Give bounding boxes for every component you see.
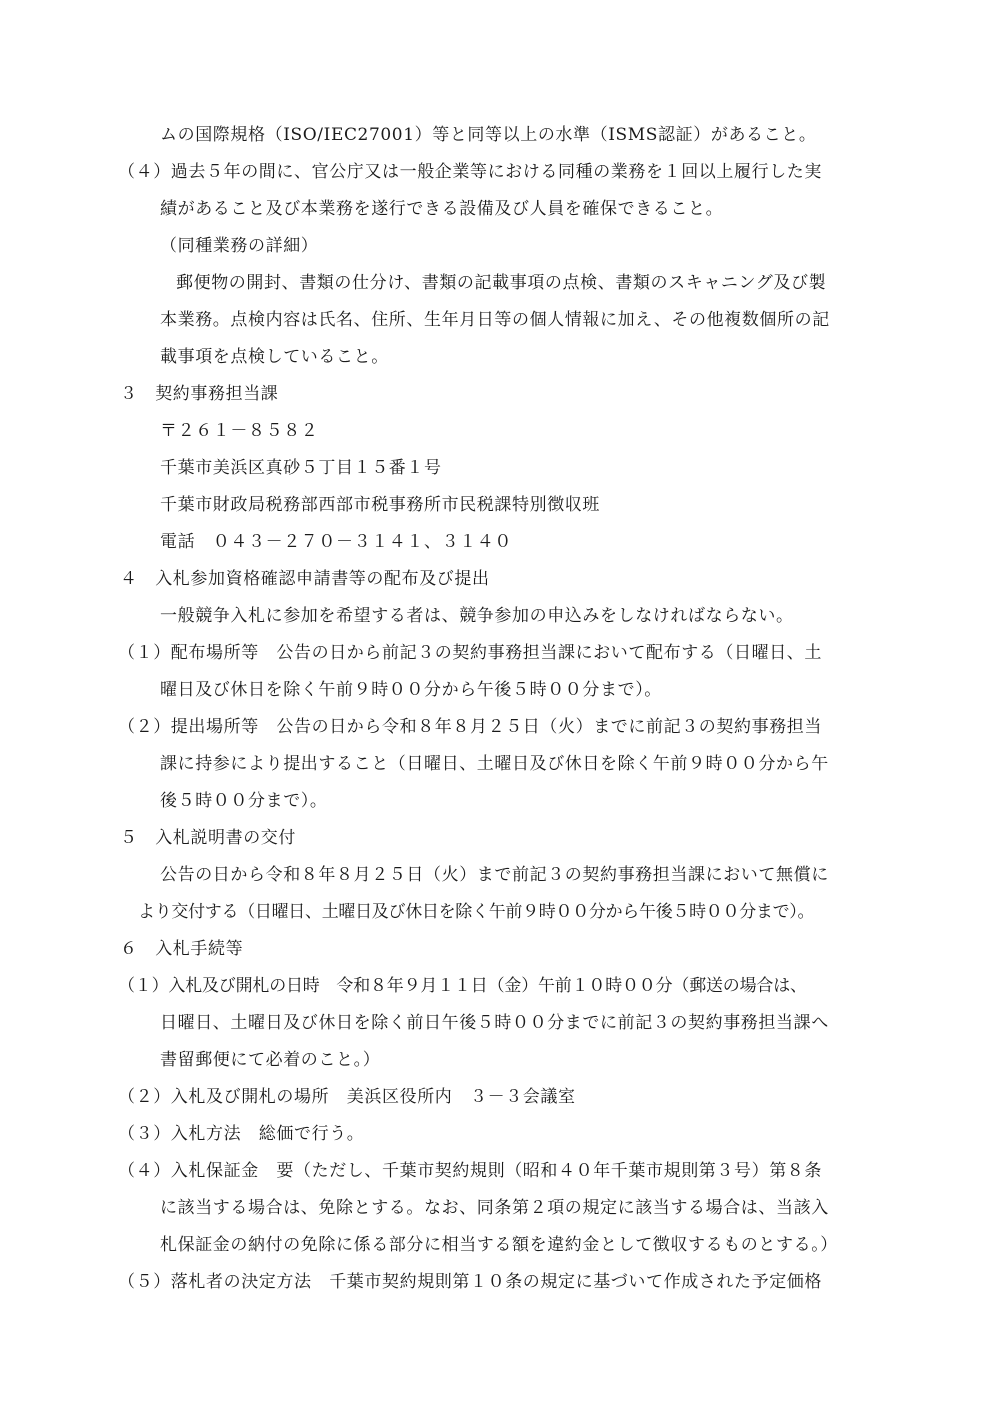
text-line-26: 書留郵便にて必着のこと。） [160, 1050, 381, 1070]
text-line-22: より交付する（日曜日、土曜日及び休日を除く午前９時００分から午後５時００分まで）。 [138, 902, 815, 922]
text-line-31: 札保証金の納付の免除に係る部分に相当する額を違約金として徴収するものとする。） [160, 1235, 838, 1255]
text-line-1: ムの国際規格（ISO/IEC27001）等と同等以上の水準（ISMS認証）があること。 [160, 125, 817, 145]
text-line-16: 曜日及び休日を除く午前９時００分から午後５時００分まで）。 [160, 680, 662, 700]
text-line-27: （２）入札及び開札の場所 美浜区役所内 ３－３会議室 [118, 1087, 576, 1107]
text-line-28: （３）入札方法 総価で行う。 [118, 1124, 365, 1144]
text-line-7: 載事項を点検していること。 [160, 347, 389, 367]
text-line-15: （１）配布場所等 公告の日から前記３の契約事務担当課において配布する（日曜日、土 [118, 643, 822, 663]
text-line-23: ６ 入札手続等 [120, 939, 244, 959]
text-line-17: （２）提出場所等 公告の日から令和８年８月２５日（火）までに前記３の契約事務担当 [118, 717, 822, 737]
text-line-20: ５ 入札説明書の交付 [120, 828, 296, 848]
text-line-21: 公告の日から令和８年８月２５日（火）まで前記３の契約事務担当課において無償に [160, 865, 829, 885]
text-line-10: 千葉市美浜区真砂５丁目１５番１号 [160, 458, 442, 478]
text-line-29: （４）入札保証金 要（ただし、千葉市契約規則（昭和４０年千葉市規則第３号）第８条 [118, 1161, 822, 1181]
text-line-8: ３ 契約事務担当課 [120, 384, 279, 404]
text-line-6: 本業務。点検内容は氏名、住所、生年月日等の個人情報に加え、その他複数個所の記 [160, 310, 830, 330]
text-line-19: 後５時００分まで）。 [160, 791, 328, 811]
text-line-4: （同種業務の詳細） [160, 236, 319, 256]
text-line-5: 郵便物の開封、書類の仕分け、書類の記載事項の点検、書類のスキャニング及び製 [176, 273, 827, 293]
text-line-32: （５）落札者の決定方法 千葉市契約規則第１０条の規定に基づいて作成された予定価格 [118, 1272, 822, 1292]
text-line-2: （４）過去５年の間に、官公庁又は一般企業等における同種の業務を１回以上履行した実 [118, 162, 822, 182]
text-line-12: 電話 ０４３－２７０－３１４１、３１４０ [160, 532, 512, 552]
text-line-11: 千葉市財政局税務部西部市税事務所市民税課特別徴収班 [160, 495, 600, 515]
text-line-30: に該当する場合は、免除とする。なお、同条第２項の規定に該当する場合は、当該入 [160, 1198, 829, 1218]
text-line-9: 〒２６１－８５８２ [160, 421, 319, 441]
text-line-13: ４ 入札参加資格確認申請書等の配布及び提出 [120, 569, 490, 589]
text-line-18: 課に持参により提出すること（日曜日、土曜日及び休日を除く午前９時００分から午 [160, 754, 829, 774]
text-line-25: 日曜日、土曜日及び休日を除く前日午後５時００分までに前記３の契約事務担当課へ [160, 1013, 829, 1033]
text-line-14: 一般競争入札に参加を希望する者は、競争参加の申込みをしなければならない。 [160, 606, 794, 626]
text-line-3: 績があること及び本業務を遂行できる設備及び人員を確保できること。 [160, 199, 724, 219]
text-line-24: （１）入札及び開札の日時 令和８年９月１１日（金）午前１０時００分（郵送の場合は、 [118, 976, 807, 996]
